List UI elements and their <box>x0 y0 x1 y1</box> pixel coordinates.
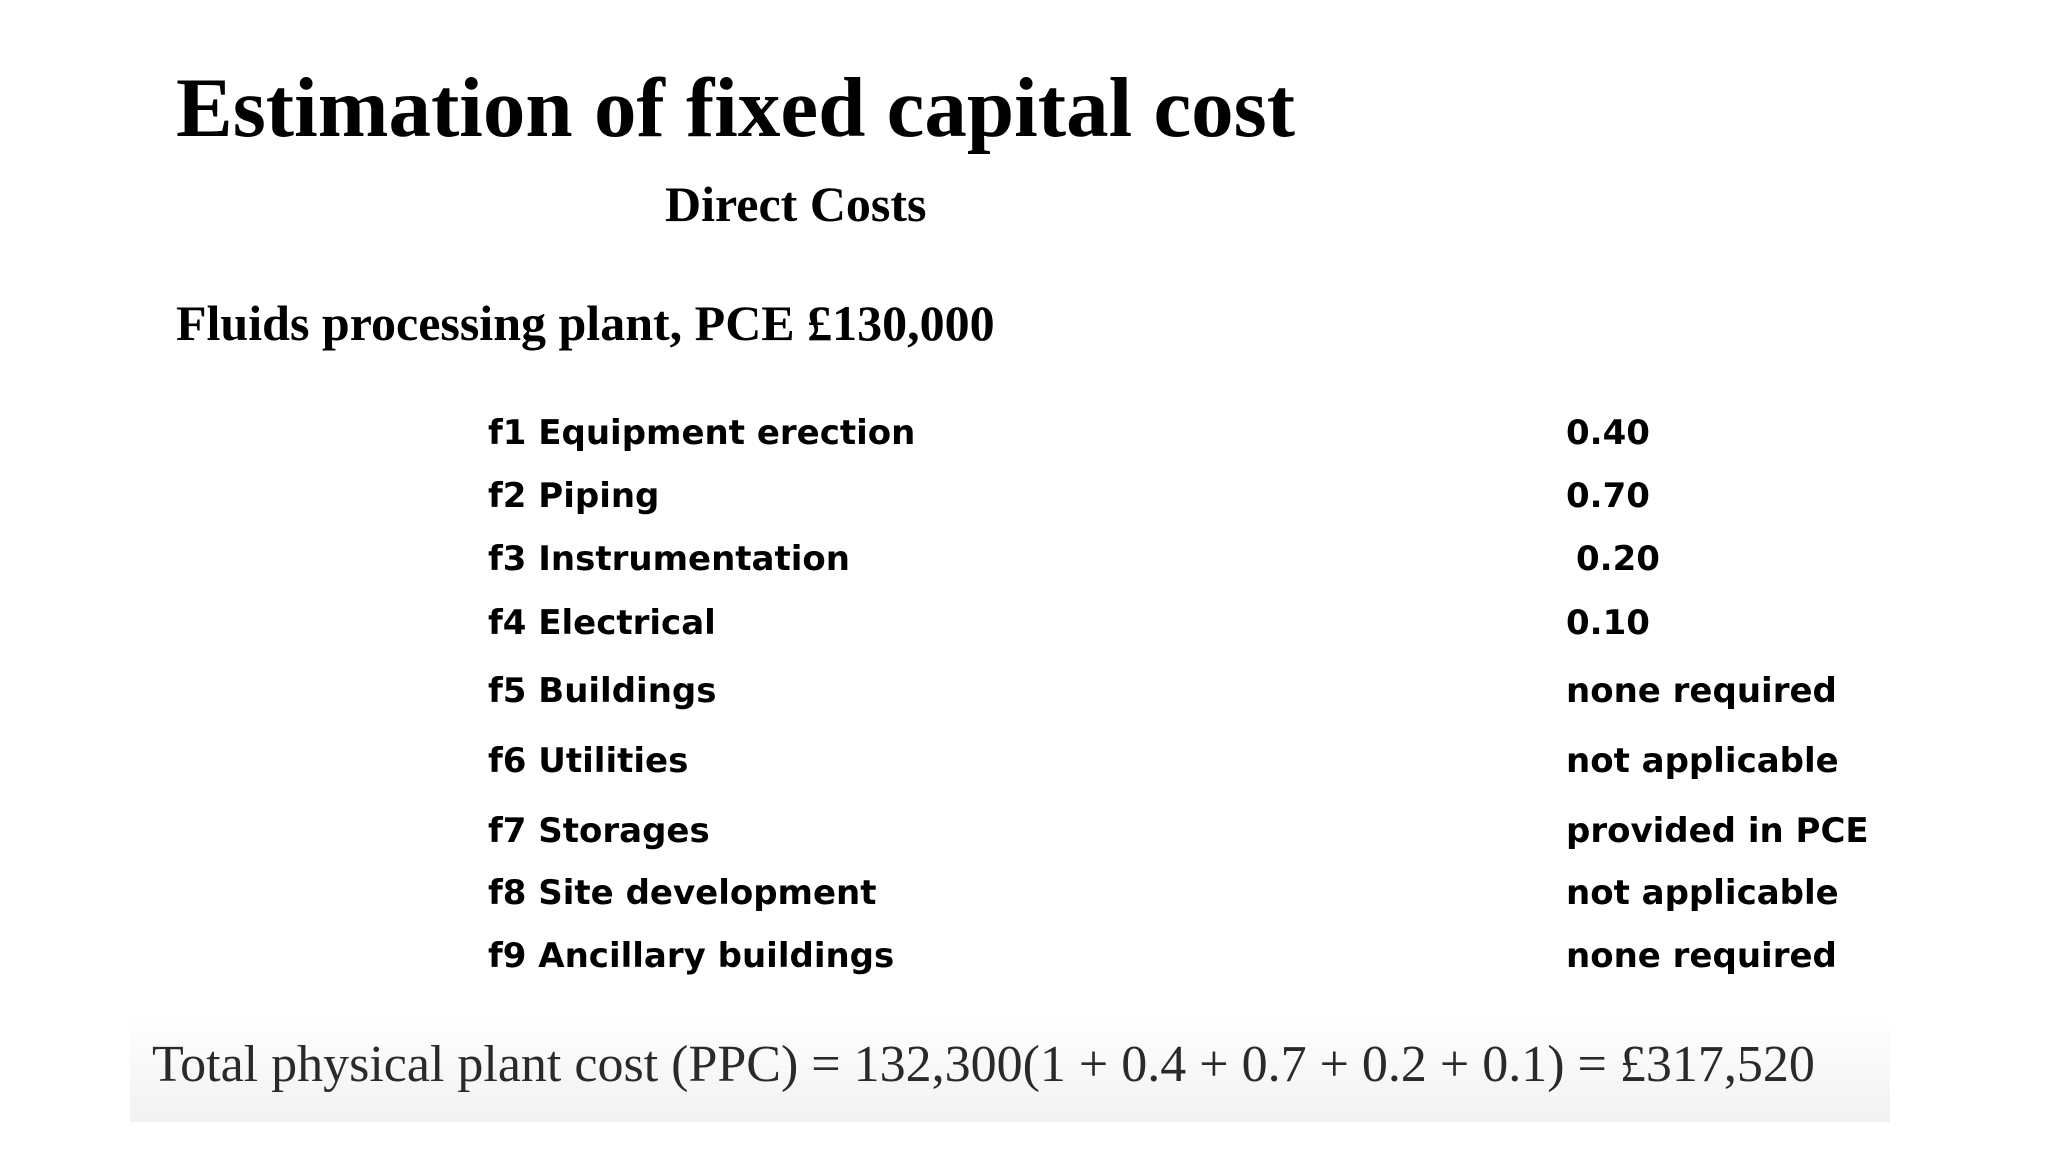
factor-value: 0.40 <box>1566 413 1650 453</box>
factor-label: f6 Utilities <box>488 741 689 781</box>
total-cost-equation: Total physical plant cost (PPC) = 132,300(1 + 0.4 + 0.7 + 0.2 + 0.1) = £317,520 <box>152 1036 1815 1093</box>
factor-row-f4 <box>488 598 1888 648</box>
factor-row-f9 <box>488 931 1888 981</box>
factor-row-f8 <box>488 868 1888 918</box>
factor-value: 0.70 <box>1566 476 1650 516</box>
factor-label: f5 Buildings <box>488 671 717 711</box>
plant-heading: Fluids processing plant, PCE £130,000 <box>176 295 995 351</box>
factor-value: provided in PCE <box>1566 811 1869 851</box>
factor-label: f8 Site development <box>488 873 877 913</box>
factor-label: f1 Equipment erection <box>488 413 916 453</box>
factor-label: f3 Instrumentation <box>488 539 850 579</box>
factor-row-f6 <box>488 736 1888 786</box>
factor-label: f4 Electrical <box>488 603 716 643</box>
factor-label: f9 Ancillary buildings <box>488 936 895 976</box>
factor-value: not applicable <box>1566 873 1839 913</box>
slide-subtitle: Direct Costs <box>665 176 927 232</box>
factor-value: 0.10 <box>1566 603 1650 643</box>
factor-row-f1 <box>488 408 1888 458</box>
factor-value: 0.20 <box>1576 539 1660 579</box>
factor-value: none required <box>1566 671 1837 711</box>
factor-value: none required <box>1566 936 1837 976</box>
factor-label: f7 Storages <box>488 811 710 851</box>
factor-row-f7 <box>488 806 1888 856</box>
factor-row-f3 <box>488 534 1888 584</box>
factor-row-f2 <box>488 471 1888 521</box>
factor-row-f5 <box>488 666 1888 716</box>
slide-title: Estimation of fixed capital cost <box>176 61 1296 155</box>
factor-value: not applicable <box>1566 741 1839 781</box>
factor-label: f2 Piping <box>488 476 660 516</box>
